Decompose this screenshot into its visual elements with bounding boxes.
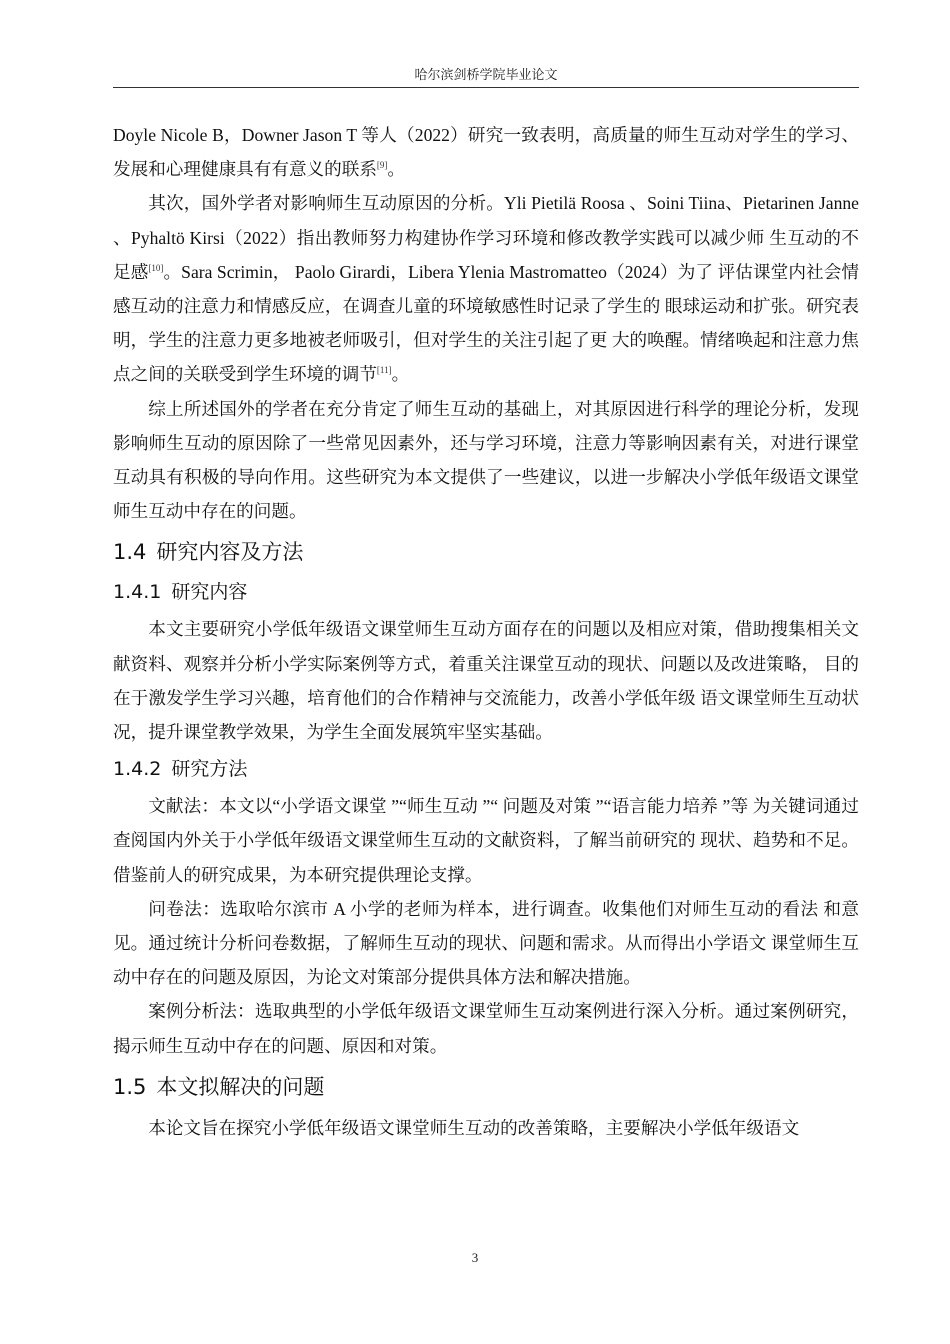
paragraph-case-method: 案例分析法：选取典型的小学低年级语文课堂师生互动案例进行深入分析。通过案例研究，揭示师生互动中存在的问题、原因和对策。 (113, 1001, 859, 1056)
section-number: 1.4 (113, 540, 147, 565)
page-number: 3 (471, 1250, 479, 1265)
section-heading-1-5 (113, 1069, 859, 1105)
subsection-heading-1-4-1 (113, 576, 859, 608)
paragraph-doyle (113, 118, 859, 186)
paragraph-end: 。 (387, 159, 406, 180)
paragraph-text: 其次，国外学者对影响师生互动原因的分析。Yli Pietilä Roosa 、Soini Tiina、Pietarinen Janne 、Pyhaltö Kirsi（2022）指出教师努力构建协作学习环境和修改教学实践可以减少师 生互动的不足感 (113, 193, 859, 282)
citation-11[interactable]: [11] (376, 365, 392, 376)
page-body (113, 118, 859, 1145)
paragraph-problems: 本论文旨在探究小学低年级语文课堂师生互动的改善策略，主要解决小学低年级语文 (148, 1117, 800, 1138)
section-number: 1.5 (113, 1074, 147, 1099)
paragraph-literature-method: 文献法：本文以“小学语文课堂 ”“师生互动 ”“ 问题及对策 ”“语言能力培养 ”等 为关键词通过查阅国内外关于小学低年级语文课堂师生互动的文献资料，了解当前研究的 现状、趋势和不足。 借鉴前人的研究成果，为本研究提供理论支撑。 (113, 796, 859, 885)
paragraph-foreign-causes (113, 186, 859, 391)
citation-10[interactable]: [10] (148, 262, 164, 273)
paragraph-text: Doyle Nicole B，Downer Jason T 等人（2022）研究一致表明，高质量的师生互动对学生的学习、发展和心理健康具有有意义的联系 (113, 125, 859, 180)
section-title: 研究内容及方法 (156, 540, 304, 565)
paragraph-research-content: 本文主要研究小学低年级语文课堂师生互动方面存在的问题以及相应对策，借助搜集相关文献资料、观察并分析小学实际案例等方式，着重关注课堂互动的现状、问题以及改进策略， 目的在于激发学生学习兴趣，培育他们的合作精神与交流能力，改善小学低年级 语文课堂师生互动状况，提升课堂教学效果，为学生全面发展筑牢坚实基础。 (113, 619, 859, 743)
paragraph-summary: 综上所述国外的学者在充分肯定了师生互动的基础上，对其原因进行科学的理论分析，发现影响师生互动的原因除了一些常见因素外，还与学习环境，注意力等影响因素有关，对进行课堂互动具有积极的导向作用。这些研究为本文提供了一些建议，以进一步解决小学低年级语文课堂师生互动中存在的问题。 (113, 398, 859, 522)
section-title: 研究内容 (171, 581, 248, 604)
header-divider (113, 87, 859, 88)
paragraph-end: 。 (391, 364, 410, 385)
paragraph-questionnaire-method: 问卷法：选取哈尔滨市 A 小学的老师为样本，进行调查。收集他们对师生互动的看法 和意见。通过统计分析问卷数据，了解师生互动的现状、问题和需求。从而得出小学语文 课堂师生互动中存在的问题及原因，为论文对策部分提供具体方法和解决措施。 (113, 898, 859, 988)
section-number: 1.4.2 (113, 758, 162, 781)
subsection-heading-1-4-2 (113, 753, 859, 785)
running-header: 哈尔滨剑桥学院毕业论文 (414, 67, 558, 82)
section-number: 1.4.1 (113, 581, 162, 604)
citation-9[interactable]: [9] (376, 160, 388, 171)
paragraph-text: 。Sara Scrimin， Paolo Girardi，Libera Ylenia Mastromatteo（2024）为了 评估课堂内社会情感互动的注意力和情感反应，在调查儿童的环境敏感性时记录了学生的 眼球运动和扩张。研究表明，学生的注意力更多地被老师吸引，但对学生的关注引起了更 大的唤醒。情绪唤起和注意力焦点之间的关联受到学生环境的调节 (113, 261, 859, 385)
section-heading-1-4 (113, 534, 859, 570)
section-title: 本文拟解决的问题 (156, 1074, 325, 1099)
section-title: 研究方法 (171, 758, 248, 781)
